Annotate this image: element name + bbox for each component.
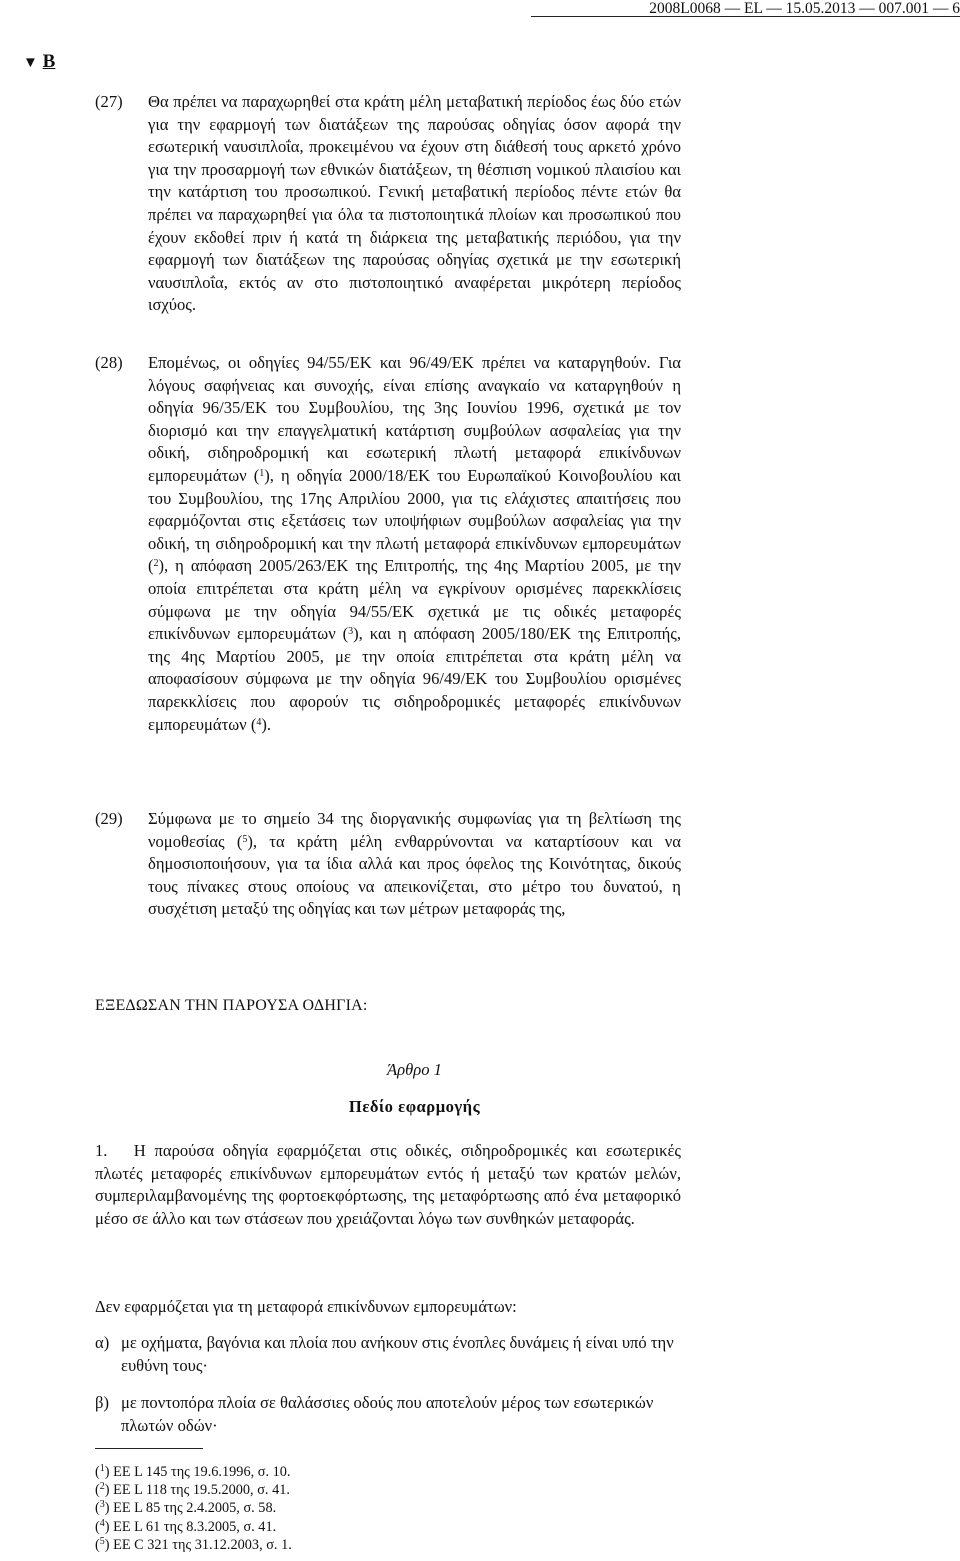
footnote-ref-5[interactable]: 5 [242,833,248,845]
recital-text-segment: ), η οδηγία 2000/18/ΕΚ του Ευρωπαϊκού Κοινοβουλίου και του Συμβουλίου, της 17ης Απριλίου 2000, για τις ελάχιστες απαιτήσεις που εφαρμόζονται στις εξετάσεις των υποψήφιων συμβούλων ασφαλείας για την οδική, τη σιδηροδρομική και την πλωτή μεταφορά επικίνδυνων εμπορευμάτων ( [148,465,681,576]
footnote-text: ΕΕ C 321 της 31.12.2003, σ. 1. [113,1536,292,1553]
article-number: Άρθρο 1 [387,1060,442,1079]
running-header [531,0,960,17]
recital-text [148,808,681,921]
article-title: Πεδίο εφαρμογής [348,1097,481,1116]
recital-text-segment: ), και η απόφαση 2005/180/ΕΚ της Επιτροπής, της 4ης Μαρτίου 2005, με την οποία επιτρέπεται στα κράτη μέλη να αποφασίσουν σύμφωνα με την οδηγία 96/49/ΕΚ του Συμβουλίου ορισμένες παρεκκλίσεις που αφορούν τις σιδηροδρομικές μεταφορές επικίνδυνων εμπορευμάτων ( [148,624,681,734]
article-paragraph-2: Δεν εφαρμόζεται για τη μεταφορά επικίνδυνων εμπορευμάτων: [95,1297,517,1316]
footnote: ($^1$) ΕΕ L 145 της 19.6.1996, σ. 10. [95,1463,291,1480]
recital-text-segment: Σύμφωνα με το σημείο 34 της διοργανικής συμφωνίας για τη βελτίωση της νομοθεσίας ( [148,809,681,851]
recital-text-segment: Επομένως, οι οδηγίες 94/55/ΕΚ και 96/49/ΕΚ πρέπει να καταργηθούν. Για λόγους σαφήνειας και συνοχής, είναι επίσης αναγκαίο να καταργηθούν η οδηγία 96/35/ΕΚ του Συμβουλίου, της 3ης Ιουνίου 1996, σχετικά με τον διορισμό και την επαγγελματική κατάρτιση συμβούλων ασφαλείας για την οδική, σιδηροδρομική και εσωτερική πλωτή μεταφορά επικίνδυνων εμπορευμάτων ( [148,353,681,485]
footnote: ($^5$) ΕΕ C 321 της 31.12.2003, σ. 1. [95,1535,292,1553]
footnote-ref-4[interactable]: 4 [256,716,262,728]
footnotes [95,1463,292,1554]
footnote-text: ΕΕ L 118 της 19.5.2000, σ. 41. [113,1482,290,1499]
article-paragraph-1: 1. Η παρούσα οδηγία εφαρμόζεται στις οδικές, σιδηροδρομικές και εσωτερικές πλωτές μεταφορές επικίνδυνων εμπορευμάτων εντός ή μεταξύ των κρατών μελών, συμπεριλαμβανομένης της φορτοεκφόρτωσης, της μεταφόρτωσης από ένα μεταφορικό μέσο σε άλλο και των στάσεων που χρειάζονται λόγω των συνθηκών μεταφοράς. [95,1141,686,1228]
footnote-marker: 1 [99,1463,105,1474]
enacting-declaration: ΕΞΕΔΩΣΑΝ ΤΗΝ ΠΑΡΟΥΣΑ ΟΔΗΓΙΑ: [95,997,368,1014]
recital-text-segment: ), η απόφαση 2005/263/ΕΚ της Επιτροπής, της 4ης Μαρτίου 2005, με την οποία επιτρέπεται στα κράτη μέλη να εγκρίνουν ορισμένες παρεκκλίσεις σύμφωνα με την οδηγία 94/55/ΕΚ σχετικά με τις οδικές μεταφορές επικίνδυνων εμπορευμάτων ( [148,556,681,644]
recital-text: Θα πρέπει να παραχωρηθεί στα κράτη μέλη μεταβατική περίοδος έως δύο ετών για την εφαρμογή των διατάξεων της παρούσας οδηγίας όσον αφορά την εσωτερική ναυσιπλοΐα, προκειμένου να έχουν στη διάθεσή τους αρκετό χρόνο για την προσαρμογή των εθνικών διατάξεων, τη θέσπιση νομικού πλαισίου και την κατάρτιση του προσωπικού. Γενική μεταβατική περίοδος πέντε ετών θα πρέπει να παραχωρηθεί για όλα τα πιστοποιητικά πλοίων και προσωπικού που έχουν εκδοθεί πριν ή κατά τη διάρκεια της μεταβατικής περιόδου, για την εφαρμογή των διατάξεων της παρούσας οδηγίας σχετικά με την εσωτερική ναυσιπλοΐα, εκτός αν στο πιστοποιητικό αναφέρεται μικρότερη περίοδος ισχύος. [148,92,681,315]
footnote-text: ΕΕ L 61 της 8.3.2005, σ. 41. [113,1518,277,1535]
recital-text-segment: ). [261,714,272,734]
footnote-divider [95,1448,203,1449]
recital-text [148,352,681,736]
footnote-marker: 2 [99,1481,105,1493]
recital-number: (28) [95,353,123,372]
recital-number: (29) [95,809,123,828]
footnote-ref-2[interactable]: 2 [153,558,159,570]
footnote-text: ΕΕ L 85 της 2.4.2005, σ. 58. [113,1500,277,1517]
footnote-marker: 4 [99,1517,105,1529]
footnote-marker: 5 [99,1535,105,1547]
amendment-marker [23,51,55,74]
footnote: ($^3$) ΕΕ L 85 της 2.4.2005, σ. 58. [95,1499,277,1517]
list-item-label: β) [95,1393,109,1412]
triangle-down-icon: ▼ [23,55,38,71]
footnote: ($^2$) ΕΕ L 118 της 19.5.2000, σ. 41. [95,1481,290,1499]
list-item-text: με ποντοπόρα πλοία σε θαλάσσιες οδούς που αποτελούν μέρος των εσωτερικών πλωτών οδών· [121,1393,654,1435]
running-head-text: 2008L0068 — EL — 15.05.2013 — 007.001 — 6 [649,0,960,17]
marker-letter-link[interactable]: B [42,51,56,72]
recital-number: (27) [95,92,123,111]
list-item-label: α) [95,1333,110,1352]
recital-text-segment: ), τα κράτη μέλη ενθαρρύνονται να καταρτίσουν και να δημοσιοποιήσουν, για τα ίδια αλλά και προς όφελος της Κοινότητας, δικούς τους πίνακες στους οποίους να απεικονίζεται, στο μέτρο του δυνατού, η συσχέτιση μεταξύ της οδηγίας και των μέτρων μεταφοράς της, [148,831,681,919]
footnote-ref-1[interactable]: 1 [259,467,265,479]
footnote-text: ΕΕ L 145 της 19.6.1996, σ. 10. [113,1464,291,1480]
footnote-ref-3[interactable]: 3 [348,626,354,638]
list-item-text: με οχήματα, βαγόνια και πλοία που ανήκουν στις ένοπλες δυνάμεις ή είναι υπό την ευθύνη τους· [121,1333,674,1375]
footnote-marker: 3 [99,1499,105,1511]
footnote: ($^4$) ΕΕ L 61 της 8.3.2005, σ. 41. [95,1517,277,1535]
